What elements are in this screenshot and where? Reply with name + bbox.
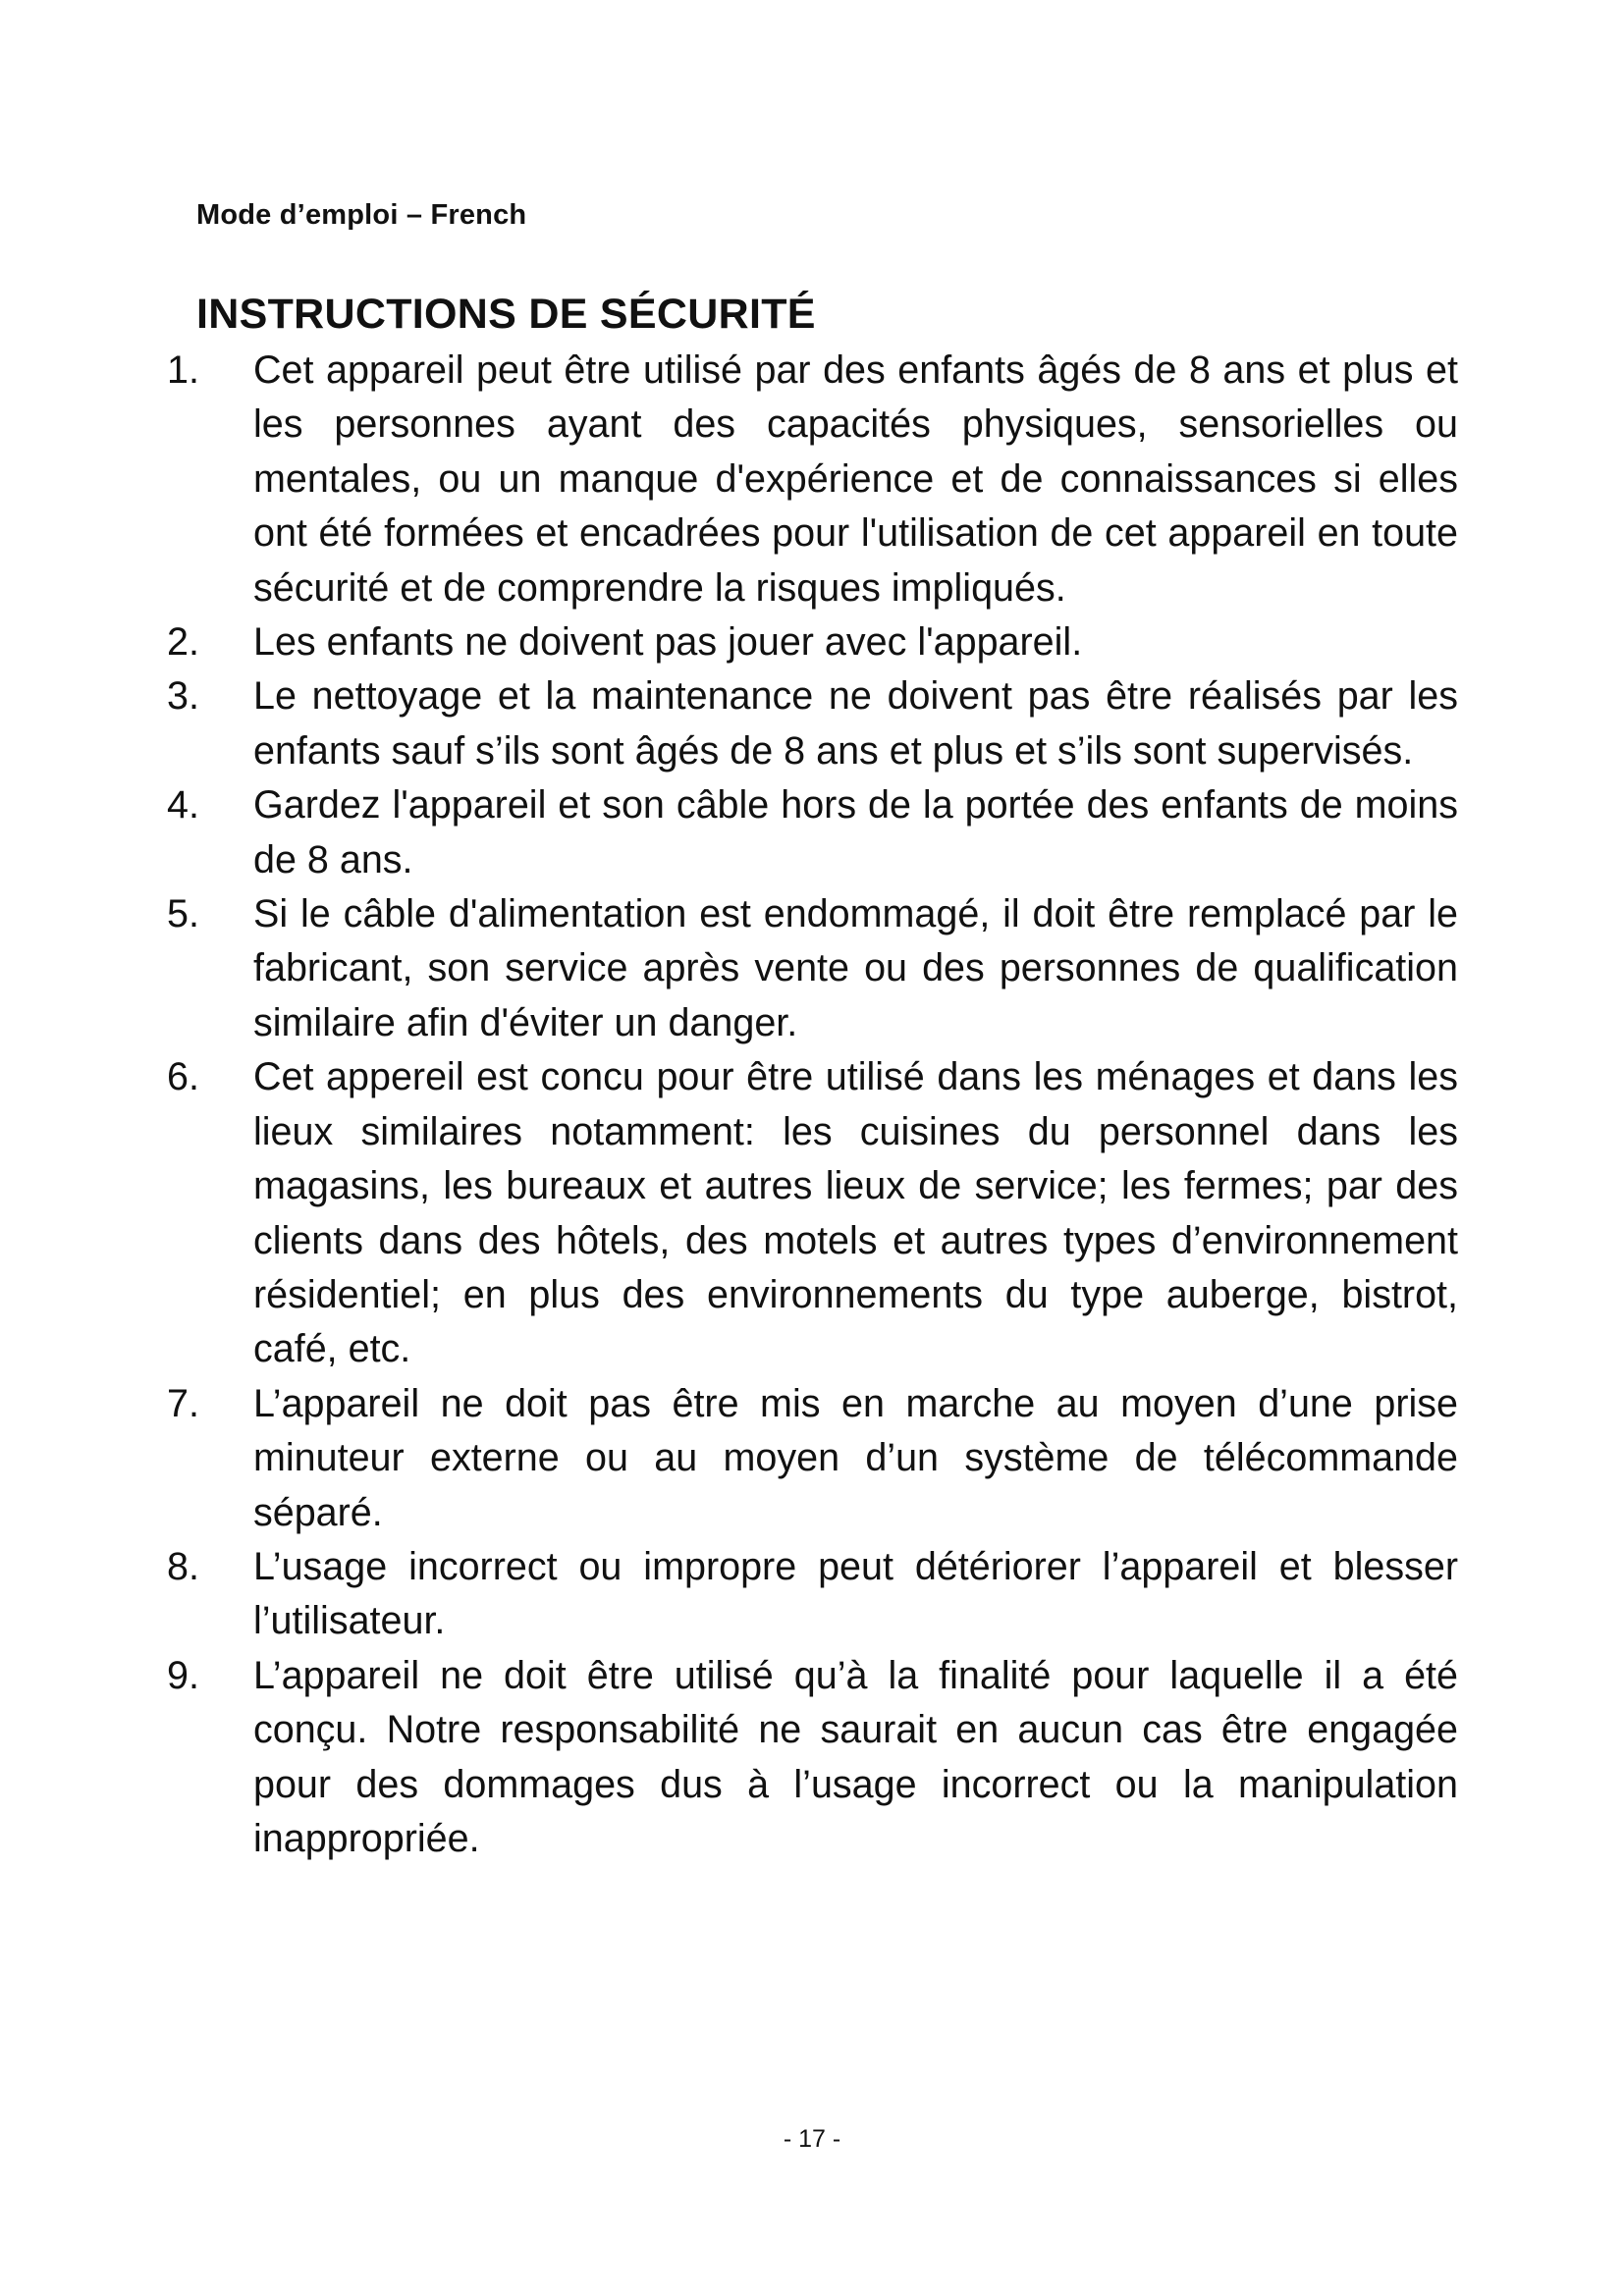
list-item-number: 2. <box>167 620 199 665</box>
list-item-number: 6. <box>167 1055 199 1099</box>
page-number: - 17 - <box>783 2125 841 2153</box>
list-item-number: 9. <box>167 1653 199 1697</box>
list-item-number: 8. <box>167 1544 199 1588</box>
list-item <box>167 1649 1478 1867</box>
list-item <box>167 669 1478 778</box>
list-item <box>167 1050 1478 1376</box>
document-header-label: Mode d’emploi – French <box>196 199 527 231</box>
list-item <box>167 615 1478 669</box>
list-item-text: L’appareil ne doit être utilisé qu’à la finalité pour laquelle il a été conçu. Notre responsabilité ne saurait en aucun cas être engagée pour des dommages dus à l’usage incorrect ou la manipulation inappropriée. <box>253 1653 1458 1860</box>
list-item-text: Cet appereil est concu pour être utilisé dans les ménages et dans les lieux similaires notamment: les cuisines du personnel dans les magasins, les bureaux et autres lieux de service; les fermes; par des clients dans des hôtels, des motels et autres types d’environnement résidentiel; en plus des environnements du type auberge, bistrot, café, etc. <box>253 1055 1458 1371</box>
list-item-number: 4. <box>167 783 199 828</box>
list-item <box>167 887 1478 1050</box>
list-item-text: Le nettoyage et la maintenance ne doivent pas être réalisés par les enfants sauf s’ils sont âgés de 8 ans et plus et s’ils sont supervisés. <box>253 674 1458 773</box>
list-item-text: Gardez l'appareil et son câble hors de la portée des enfants de moins de 8 ans. <box>253 783 1458 881</box>
safety-instructions-list <box>167 344 1478 1866</box>
list-item-number: 7. <box>167 1381 199 1425</box>
list-item-text: Les enfants ne doivent pas jouer avec l'appareil. <box>253 620 1083 665</box>
list-item-number: 5. <box>167 892 199 936</box>
list-item-number: 3. <box>167 674 199 719</box>
list-item <box>167 1377 1478 1540</box>
list-item <box>167 344 1478 615</box>
list-item <box>167 778 1478 887</box>
list-item-text: Cet appareil peut être utilisé par des enfants âgés de 8 ans et plus et les personnes ayant des capacités physiques, sensorielles ou mentales, ou un manque d'expérience et de connaissances si elles ont été formées et encadrées pour l'utilisation de cet appareil en toute sécurité et de comprendre la risques impliqués. <box>253 348 1458 610</box>
list-item-number: 1. <box>167 348 199 392</box>
list-item <box>167 1540 1478 1649</box>
section-title: INSTRUCTIONS DE SÉCURITÉ <box>196 291 816 338</box>
list-item-text: Si le câble d'alimentation est endommagé, il doit être remplacé par le fabricant, son service après vente ou des personnes de qualification similaire afin d'éviter un danger. <box>253 892 1458 1044</box>
list-item-text: L’appareil ne doit pas être mis en marche au moyen d’une prise minuteur externe ou au moyen d’un système de télécommande séparé. <box>253 1381 1458 1534</box>
list-item-text: L’usage incorrect ou impropre peut détériorer l’appareil et blesser l’utilisateur. <box>253 1544 1458 1643</box>
